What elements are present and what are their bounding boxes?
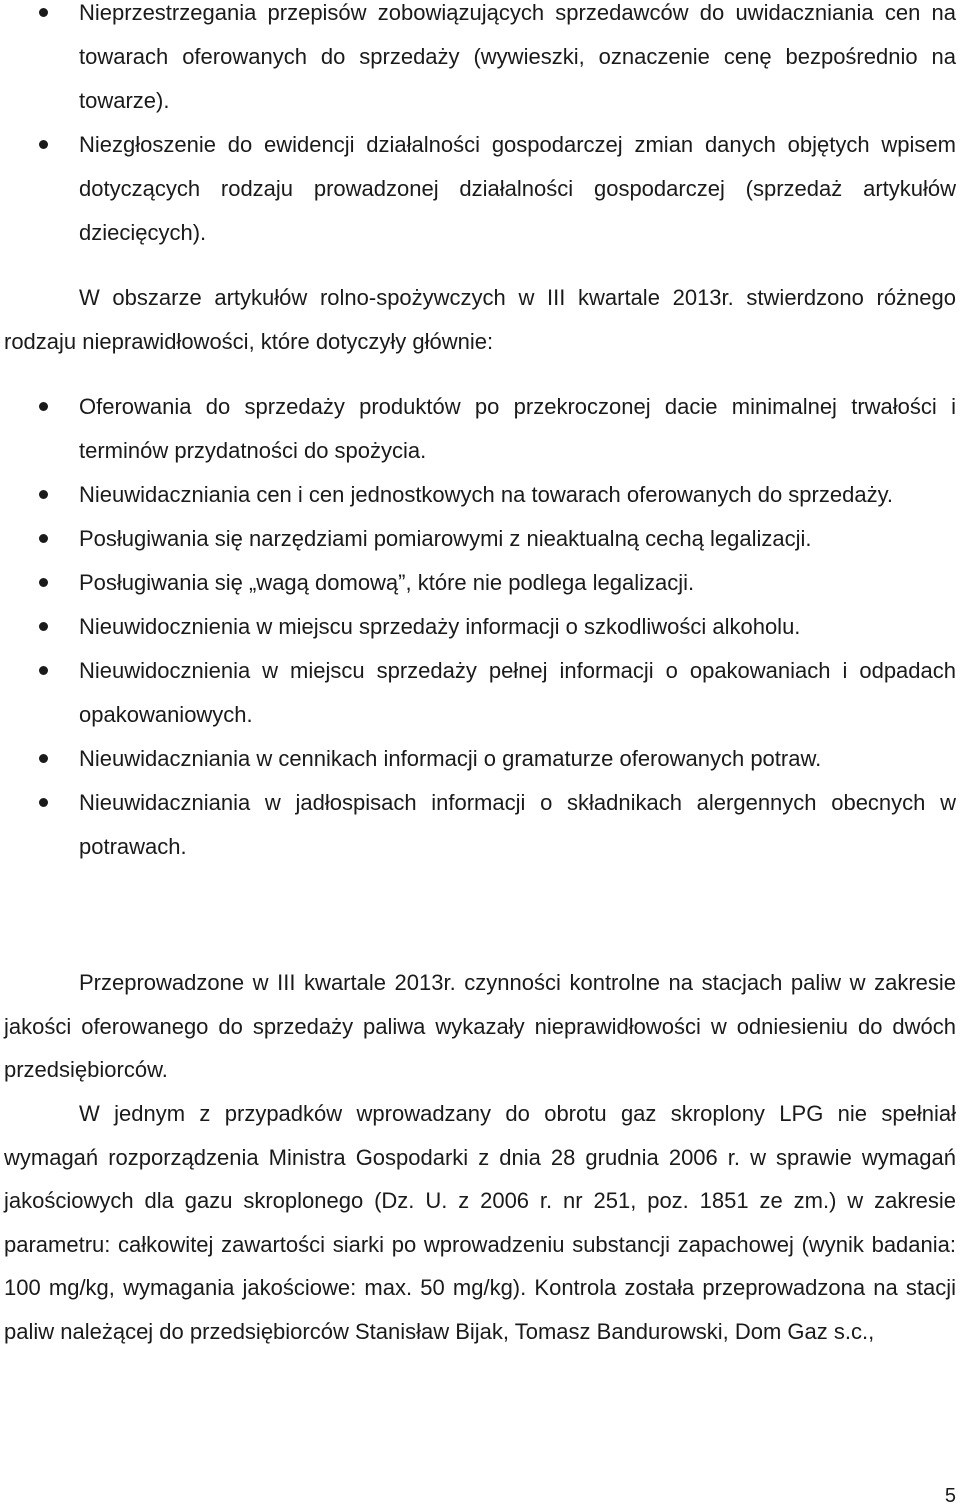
list-item-text: Nieprzestrzegania przepisów zobowiązujących sprzedawców do uwidaczniania cen na towarach oferowanych do sprzedaży (wywieszki, oznaczenie cenę bezpośrednio na towarze). — [79, 0, 956, 113]
list-item — [0, 561, 960, 605]
list-item — [0, 385, 960, 473]
list-item-text: Posługiwania się narzędziami pomiarowymi z nieaktualną cechą legalizacji. — [79, 526, 812, 551]
bullet-icon — [39, 140, 48, 149]
list-item — [0, 123, 960, 255]
list-item — [0, 473, 960, 517]
bullet-list-food — [0, 385, 960, 869]
bullet-icon — [39, 8, 48, 17]
list-item-text: Nieuwidocznienia w miejscu sprzedaży pełnej informacji o opakowaniach i odpadach opakowaniowych. — [79, 658, 956, 727]
bullet-icon — [39, 490, 48, 499]
bullet-icon — [39, 578, 48, 587]
bullet-list-general — [0, 0, 960, 255]
list-item — [0, 781, 960, 869]
bullet-icon — [39, 754, 48, 763]
bullet-icon — [39, 534, 48, 543]
page-number: 5 — [944, 1485, 956, 1507]
list-item — [0, 649, 960, 737]
bullet-icon — [39, 402, 48, 411]
list-item-text: Nieuwidaczniania w cennikach informacji o gramaturze oferowanych potraw. — [79, 746, 822, 771]
list-item — [0, 737, 960, 781]
list-item-text: Oferowania do sprzedaży produktów po przekroczonej dacie minimalnej trwałości i terminów przydatności do spożycia. — [79, 394, 956, 463]
list-item-text: Nieuwidocznienia w miejscu sprzedaży informacji o szkodliwości alkoholu. — [79, 614, 801, 639]
list-item-text: Nieuwidaczniania w jadłospisach informacji o składnikach alergennych obecnych w potrawach. — [79, 790, 956, 859]
bullet-icon — [39, 622, 48, 631]
list-item — [0, 605, 960, 649]
paragraph-fuel-lpg-case: W jednym z przypadków wprowadzany do obrotu gaz skroplony LPG nie spełniał wymagań rozporządzenia Ministra Gospodarki z dnia 28 grudnia 2006 r. w sprawie wymagań jakościowych dla gazu skroplonego (Dz. U. z 2006 r. nr 251, poz. 1851 ze zm.) w zakresie parametru: całkowitej zawartości siarki po wprowadzeniu substancji zapachowej (wynik badania: 100 mg/kg, wymagania jakościowe: max. 50 mg/kg). Kontrola została przeprowadzona na stacji paliw należącej do przedsiębiorców Stanisław Bijak, Tomasz Bandurowski, Dom Gaz s.c., — [4, 1101, 956, 1344]
list-item-text: Posługiwania się „wagą domową”, które nie podlega legalizacji. — [79, 570, 695, 595]
paragraph-food-intro: W obszarze artykułów rolno-spożywczych w III kwartale 2013r. stwierdzono różnego rodzaju nieprawidłowości, które dotyczyły głównie: — [4, 285, 956, 354]
bullet-icon — [39, 666, 48, 675]
bullet-icon — [39, 798, 48, 807]
list-item — [0, 517, 960, 561]
list-item-text: Nieuwidaczniania cen i cen jednostkowych na towarach oferowanych do sprzedaży. — [79, 482, 894, 507]
paragraph-fuel-findings: Przeprowadzone w III kwartale 2013r. czynności kontrolne na stacjach paliw w zakresie jakości oferowanego do sprzedaży paliwa wykazały nieprawidłowości w odniesieniu do dwóch przedsiębiorców. — [4, 970, 956, 1082]
list-item — [0, 0, 960, 123]
list-item-text: Niezgłoszenie do ewidencji działalności gospodarczej zmian danych objętych wpisem dotyczących rodzaju prowadzonej działalności gospodarczej (sprzedaż artykułów dziecięcych). — [79, 132, 956, 245]
